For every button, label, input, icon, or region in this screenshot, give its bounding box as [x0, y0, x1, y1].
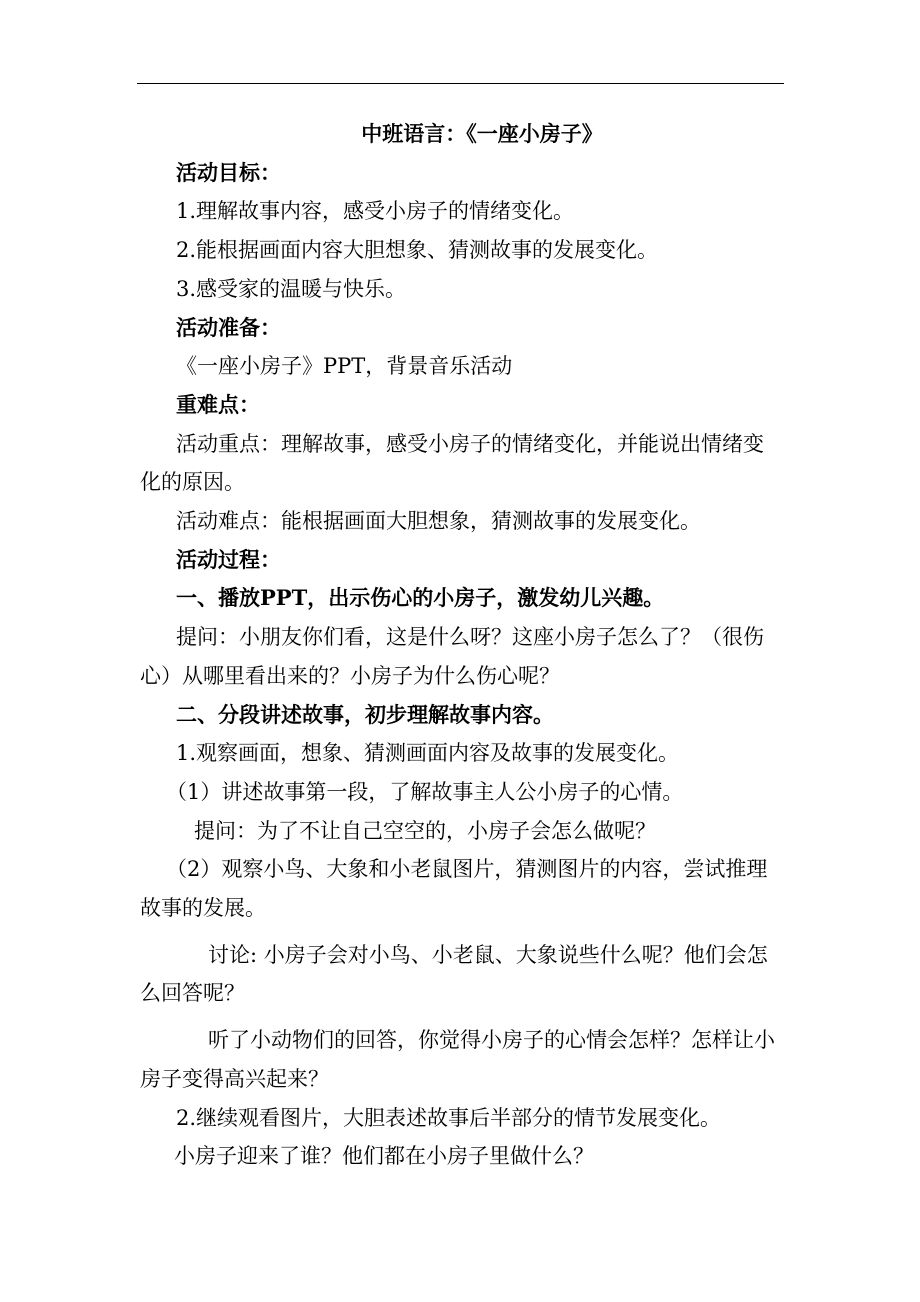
key-point: 活动重点：理解故事，感受小房子的情绪变化，并能说出情绪变化的原因。	[140, 431, 764, 495]
prep-heading: 活动准备：	[176, 314, 281, 340]
process-heading: 活动过程：	[176, 546, 281, 572]
section2-sub2: （2）观察小鸟、大象和小老鼠图片，猜测图片的内容，尝试推理故事的发展。	[140, 857, 768, 921]
header-rule	[137, 83, 784, 84]
goal-item: 1.理解故事内容，感受小房子的情绪变化。	[176, 199, 575, 224]
document-body	[140, 115, 782, 1176]
key-heading: 重难点：	[176, 391, 260, 417]
prep-text: 《一座小房子》PPT，背景音乐活动	[176, 354, 513, 379]
goal-item: 2.能根据画面内容大胆想象、猜测故事的发展变化。	[176, 238, 659, 263]
goal-item: 3.感受家的温暖与快乐。	[176, 276, 407, 301]
section2-item1: 1.观察画面，想象、猜测画面内容及故事的发展变化。	[176, 741, 680, 766]
goals-heading: 活动目标：	[176, 159, 281, 185]
section2-sub1-question: 提问：为了不让自己空空的，小房子会怎么做呢？	[194, 818, 656, 843]
section2-sub1: （1）讲述故事第一段，了解故事主人公小房子的心情。	[166, 779, 684, 804]
section2-item2-question: 小房子迎来了谁？他们都在小房子里做什么？	[174, 1144, 594, 1169]
section2-heading: 二、分段讲述故事，初步理解故事内容。	[176, 701, 554, 727]
document-title: 中班语言：《一座小房子》	[361, 121, 603, 146]
section2-item2: 2.继续观看图片，大胆表述故事后半部分的情节发展变化。	[176, 1105, 722, 1130]
section2-listen: 听了小动物们的回答，你觉得小房子的心情会怎样？怎样让小房子变得高兴起来？	[140, 1028, 775, 1091]
section1-question: 提问：小朋友你们看，这是什么呀？这座小房子怎么了？（很伤心）从哪里看出来的？小房子为什么伤心呢？	[140, 625, 764, 688]
section2-discussion: 讨论: 小房子会对小鸟、小老鼠、大象说些什么呢？他们会怎么回答呢？	[140, 942, 768, 1006]
difficult-point: 活动难点：能根据画面大胆想象，猜测故事的发展变化。	[176, 509, 701, 534]
section1-heading: 一、播放PPT，出示伤心的小房子，激发幼儿兴趣。	[176, 585, 665, 611]
